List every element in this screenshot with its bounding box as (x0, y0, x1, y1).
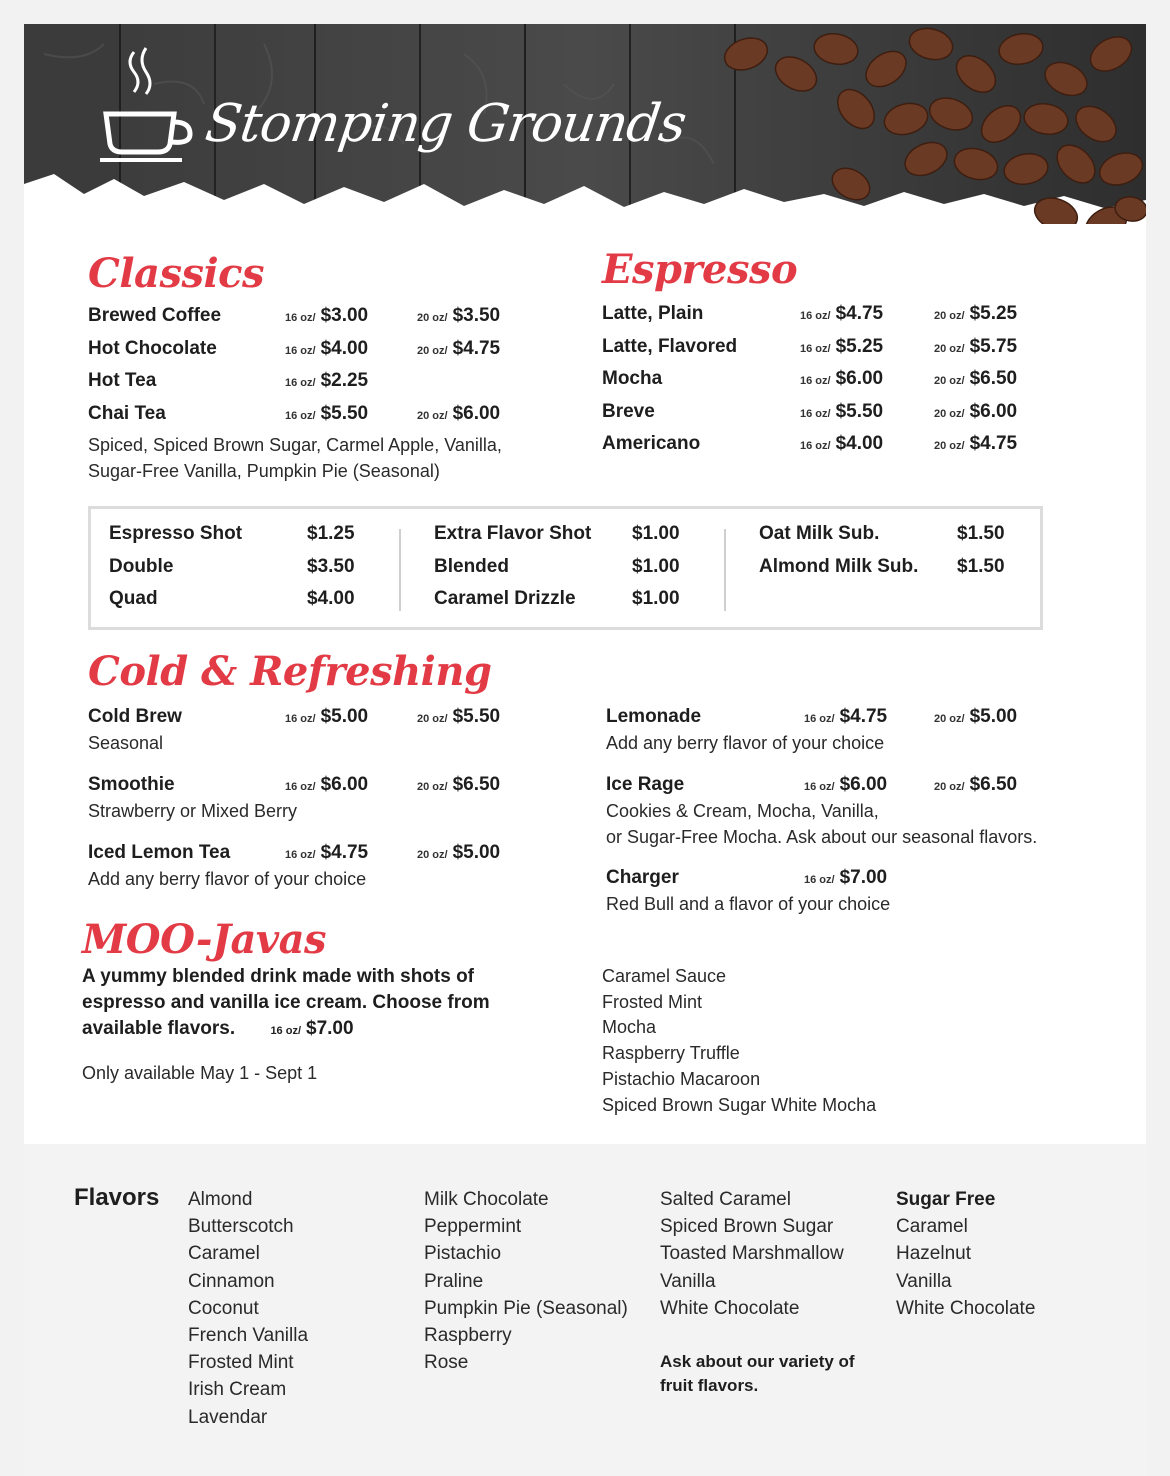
description-line: Strawberry or Mixed Berry (88, 801, 298, 821)
menu-item (602, 303, 1102, 333)
moo-flavor-item: Caramel Sauce (602, 966, 727, 986)
addon-price: $1.00 (632, 555, 680, 577)
moo-flavor-item: Raspberry Truffle (602, 1043, 740, 1064)
price-value: $2.25 (320, 370, 369, 391)
price-value: $4.75 (835, 303, 884, 324)
price-value: $5.75 (969, 335, 1018, 357)
price (800, 368, 883, 390)
price (804, 774, 887, 796)
flavor-item: Cinnamon (188, 1270, 275, 1292)
item-name: Ice Rage (606, 774, 685, 795)
size-label: 16 oz/ (285, 344, 316, 357)
price-value: $3.50 (452, 305, 501, 326)
description-line: or Sugar-Free Mocha. Ask about our seasonal flavors. (606, 827, 1038, 847)
size-label: 16 oz/ (285, 312, 316, 324)
price-value: $4.00 (320, 337, 369, 359)
menu-item (88, 305, 588, 335)
addon-label: Caramel Drizzle (434, 588, 576, 609)
addon-item (109, 588, 369, 621)
menu-item (602, 401, 1102, 431)
item-name: Charger (606, 867, 679, 888)
addons-column (434, 523, 694, 621)
price (285, 370, 368, 392)
price-value: $4.75 (969, 433, 1018, 454)
size-label: 20 oz/ (934, 440, 965, 452)
price (934, 774, 1017, 796)
price (800, 303, 883, 325)
flavor-item: Caramel (188, 1243, 260, 1265)
item-name: Chai Tea (88, 402, 166, 424)
price-value: $6.00 (969, 400, 1018, 422)
flavor-item: Vanilla (896, 1270, 952, 1292)
size-label: 16 oz/ (804, 874, 835, 886)
flavors-column (660, 1186, 844, 1322)
size-label: 20 oz/ (417, 312, 448, 324)
price (285, 338, 368, 360)
espresso-title: Espresso (602, 246, 798, 293)
addon-item (759, 556, 1019, 589)
size-label: 16 oz/ (285, 377, 316, 389)
price (934, 706, 1017, 728)
moo-desc-text: A yummy blended drink made with shots of espresso and vanilla ice cream. Choose from available flavors. (82, 966, 490, 1039)
flavor-item: Caramel (896, 1216, 968, 1238)
addon-item (434, 556, 694, 589)
price (800, 401, 883, 423)
addon-label: Extra Flavor Shot (434, 523, 592, 544)
header-banner (24, 24, 1146, 224)
flavor-item: French Vanilla (188, 1325, 309, 1347)
size-label: 16 oz/ (285, 713, 316, 725)
sugar-free-column (896, 1186, 1035, 1322)
price-value: $6.50 (452, 774, 501, 795)
price (934, 433, 1017, 455)
item-name: Lemonade (606, 706, 702, 727)
price (934, 303, 1017, 325)
divider (399, 529, 401, 611)
item-description (88, 866, 366, 892)
flavor-item: Pistachio (424, 1243, 502, 1265)
size-label: 20 oz/ (934, 713, 965, 725)
item-description (606, 730, 884, 756)
size-label: 16 oz/ (285, 409, 316, 422)
item-name: Hot Tea (88, 370, 157, 391)
item-name: Hot Chocolate (88, 337, 217, 359)
addon-price: $1.50 (957, 555, 1005, 577)
flavor-item: Butterscotch (188, 1216, 294, 1238)
size-label: 20 oz/ (934, 342, 965, 355)
size-label: 16 oz/ (800, 440, 831, 452)
menu-item (88, 403, 588, 433)
price-value: $4.75 (320, 842, 369, 863)
price-value: $5.50 (452, 706, 501, 727)
addon-item (434, 588, 694, 621)
price (934, 336, 1017, 358)
price-value: $5.25 (969, 303, 1018, 324)
flavor-item: Toasted Marshmallow (660, 1243, 844, 1265)
size-label: 16 oz/ (804, 781, 835, 793)
description-line: Red Bull and a flavor of your choice (606, 894, 891, 914)
size-label: 16 oz/ (800, 407, 831, 420)
classics-desc-line: Spiced, Spiced Brown Sugar, Carmel Apple, Vanilla, (88, 435, 502, 455)
price-value: $5.50 (835, 400, 884, 422)
item-name: Brewed Coffee (88, 305, 222, 326)
price-value: $5.50 (320, 402, 369, 424)
moo-flavor-item: Mocha (602, 1017, 657, 1038)
price (800, 433, 883, 455)
addon-price: $4.00 (307, 588, 355, 609)
addon-price: $1.25 (307, 523, 355, 544)
divider (724, 529, 726, 611)
size-label: 20 oz/ (417, 409, 448, 422)
flavor-item: Praline (424, 1270, 484, 1292)
addon-price: $1.50 (957, 523, 1005, 544)
item-description (606, 891, 890, 917)
moo-flavor-item: Spiced Brown Sugar White Mocha (602, 1094, 877, 1115)
flavor-item: White Chocolate (660, 1297, 800, 1319)
addons-column (109, 523, 369, 621)
flavor-item: Spiced Brown Sugar (660, 1216, 834, 1238)
description-line: Seasonal (88, 733, 164, 753)
flavor-item: Almond (188, 1189, 253, 1210)
moo-price-value: $7.00 (306, 1018, 354, 1039)
description-line: Add any berry flavor of your choice (606, 733, 885, 753)
addons-box (88, 506, 1043, 630)
item-description (606, 798, 1037, 850)
flavors-panel (24, 1144, 1146, 1476)
price (285, 305, 368, 327)
flavors-column (424, 1186, 628, 1376)
price-value: $4.75 (839, 706, 888, 727)
menu-item (602, 336, 1102, 366)
flavor-item: Salted Caramel (660, 1189, 791, 1210)
addon-item (109, 556, 369, 589)
addon-item (109, 523, 369, 556)
coffee-cup-icon (96, 44, 206, 174)
size-label: 16 oz/ (270, 1025, 302, 1037)
price (804, 867, 887, 889)
price (417, 842, 500, 864)
flavor-item: Pumpkin Pie (Seasonal) (424, 1297, 628, 1319)
menu-item (88, 338, 588, 368)
addons-column (759, 523, 1019, 588)
moo-availability-note: Only available May 1 - Sept 1 (82, 1063, 318, 1083)
price (934, 368, 1017, 390)
price-value: $6.50 (969, 368, 1018, 389)
menu-item (602, 433, 1102, 463)
price (417, 403, 500, 425)
size-label: 16 oz/ (800, 375, 831, 387)
classics-title: Classics (88, 250, 265, 297)
flavors-title: Flavors (74, 1184, 160, 1211)
addon-price: $3.50 (307, 555, 355, 577)
description-line: Add any berry flavor of your choice (88, 869, 367, 889)
size-label: 20 oz/ (417, 713, 448, 725)
flavors-column (188, 1186, 308, 1431)
item-description (88, 798, 297, 824)
price-value: $4.00 (835, 433, 884, 454)
sugar-free-title: Sugar Free (896, 1189, 996, 1210)
moo-flavor-item: Frosted Mint (602, 991, 703, 1012)
menu-item (602, 368, 1102, 398)
price (417, 706, 500, 728)
description-line: Cookies & Cream, Mocha, Vanilla, (606, 801, 879, 821)
price (417, 305, 500, 327)
flavor-item: Lavendar (188, 1406, 268, 1428)
moo-flavor-list (602, 964, 876, 1118)
addon-price: $1.00 (632, 523, 680, 544)
price-value: $5.25 (835, 335, 884, 357)
price-value: $6.00 (835, 368, 884, 389)
price-value: $7.00 (839, 867, 888, 888)
addon-item (759, 523, 1019, 556)
cold-refreshing-title: Cold & Refreshing (88, 648, 492, 695)
item-name: Smoothie (88, 774, 175, 795)
item-name: Latte, Plain (602, 303, 704, 324)
size-label: 16 oz/ (800, 310, 831, 322)
classics-desc-line: Sugar-Free Vanilla, Pumpkin Pie (Seasonal) (88, 461, 440, 481)
size-label: 20 oz/ (934, 407, 965, 420)
flavor-item: Raspberry (424, 1325, 512, 1347)
price-value: $5.00 (452, 842, 501, 863)
size-label: 16 oz/ (804, 713, 835, 725)
price-value: $3.00 (320, 305, 369, 326)
item-name: Americano (602, 433, 701, 454)
price (804, 706, 887, 728)
classics-description (88, 432, 502, 484)
price-value: $6.00 (320, 774, 369, 795)
price-value: $5.00 (969, 706, 1018, 727)
coffee-beans-image (686, 24, 1146, 224)
addon-item (434, 523, 694, 556)
size-label: 16 oz/ (285, 849, 316, 861)
item-name: Cold Brew (88, 706, 182, 727)
addon-label: Blended (434, 555, 509, 577)
item-name: Breve (602, 400, 655, 422)
size-label: 20 oz/ (934, 781, 965, 793)
price (800, 336, 883, 358)
flavor-item: Hazelnut (896, 1243, 971, 1265)
size-label: 20 oz/ (417, 849, 448, 861)
moo-flavor-item: Pistachio Macaroon (602, 1068, 761, 1089)
flavor-item: Frosted Mint (188, 1352, 294, 1374)
flavor-item: Coconut (188, 1297, 259, 1319)
size-label: 20 oz/ (934, 375, 965, 387)
fruit-flavors-note: Ask about our variety of fruit flavors. (660, 1352, 855, 1395)
item-name: Mocha (602, 368, 663, 389)
size-label: 16 oz/ (800, 342, 831, 355)
flavor-item: Rose (424, 1352, 469, 1374)
moo-javas-description (82, 964, 562, 1044)
menu-page (24, 24, 1146, 1476)
addon-price: $1.00 (632, 588, 680, 609)
size-label: 20 oz/ (934, 310, 965, 322)
price-value: $4.75 (452, 337, 501, 359)
flavor-item: White Chocolate (896, 1297, 1036, 1319)
size-label: 16 oz/ (285, 781, 316, 793)
moo-javas-title: MOO-Javas (82, 916, 327, 963)
addon-label: Quad (109, 588, 158, 609)
price (417, 338, 500, 360)
flavor-item: Milk Chocolate (424, 1189, 549, 1210)
addon-label: Double (109, 555, 174, 577)
flavor-item: Peppermint (424, 1216, 522, 1238)
price-value: $6.50 (969, 774, 1018, 795)
price (285, 774, 368, 796)
price (934, 401, 1017, 423)
item-name: Latte, Flavored (602, 335, 738, 357)
addon-label: Oat Milk Sub. (759, 523, 880, 544)
menu-item (88, 370, 588, 400)
size-label: 20 oz/ (417, 781, 448, 793)
price (285, 706, 368, 728)
price (285, 842, 368, 864)
flavor-item: Irish Cream (188, 1379, 287, 1401)
price-value: $5.00 (320, 706, 369, 727)
price-value: $6.00 (452, 402, 501, 424)
price (417, 774, 500, 796)
price (285, 403, 368, 425)
addon-label: Almond Milk Sub. (759, 555, 919, 577)
price-value: $6.00 (839, 774, 888, 795)
size-label: 20 oz/ (417, 344, 448, 357)
moo-price (270, 1018, 353, 1039)
brand-name: Stomping Grounds (201, 94, 690, 154)
flavor-item: Vanilla (660, 1270, 716, 1292)
addon-label: Espresso Shot (109, 523, 243, 544)
item-description (88, 730, 163, 756)
item-name: Iced Lemon Tea (88, 842, 231, 863)
